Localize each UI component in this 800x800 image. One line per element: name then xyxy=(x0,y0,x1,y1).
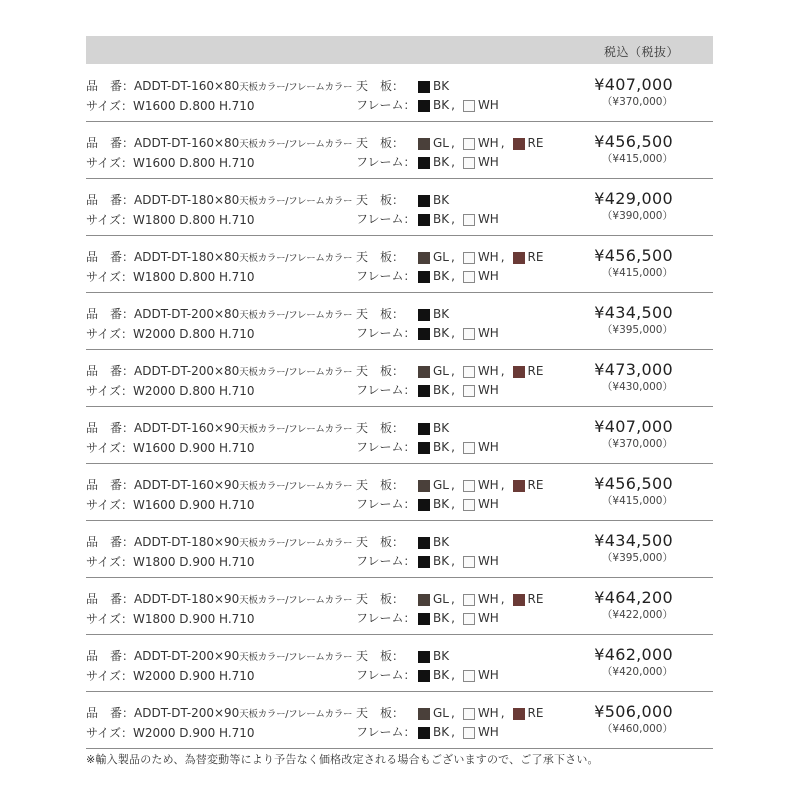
product-info xyxy=(86,362,352,401)
color-swatch-gl xyxy=(418,366,430,378)
color-swatch-bk xyxy=(418,670,430,682)
color-code: WH xyxy=(477,269,499,283)
color-swatch-bk xyxy=(418,195,430,207)
separator: , xyxy=(500,250,505,264)
color-code: WH xyxy=(477,155,499,169)
color-swatch-bk xyxy=(418,651,430,663)
color-swatch-wh xyxy=(463,366,475,378)
tax-label: 税込（税抜） xyxy=(603,45,679,59)
top-label: 天 板： xyxy=(356,421,405,435)
price-cell xyxy=(594,303,673,337)
table-header xyxy=(86,36,713,64)
frame-label: フレーム： xyxy=(356,212,416,226)
table-row xyxy=(86,521,713,578)
size-value: W1600 D.900 H.710 xyxy=(133,441,255,455)
color-options xyxy=(356,476,543,514)
size-label: サイズ： xyxy=(86,726,134,740)
table-row xyxy=(86,236,713,293)
price-cell xyxy=(594,645,673,679)
color-code: WH xyxy=(477,611,499,625)
color-options xyxy=(356,704,543,742)
separator: , xyxy=(500,364,505,378)
top-label: 天 板： xyxy=(356,706,405,720)
product-info xyxy=(86,704,352,743)
price-without-tax: （¥415,000） xyxy=(601,153,673,165)
color-code: BK xyxy=(433,725,450,739)
price-without-tax: （¥370,000） xyxy=(601,96,673,108)
table-row xyxy=(86,122,713,179)
separator: , xyxy=(451,668,455,682)
separator: , xyxy=(451,554,455,568)
color-options xyxy=(356,191,499,229)
model-label: 品 番： xyxy=(86,364,135,378)
price-cell xyxy=(594,417,673,451)
color-options xyxy=(356,248,543,286)
color-code: WH xyxy=(477,706,499,720)
separator: , xyxy=(451,269,455,283)
color-code: WH xyxy=(477,364,499,378)
color-code: BK xyxy=(433,269,450,283)
color-swatch-wh xyxy=(463,708,475,720)
model-number: ADDT-DT-180×80 xyxy=(134,193,240,207)
color-swatch-bk xyxy=(418,157,430,169)
top-label: 天 板： xyxy=(356,193,405,207)
price-without-tax: （¥390,000） xyxy=(601,210,673,222)
color-code: BK xyxy=(433,421,450,435)
color-code: RE xyxy=(527,706,544,720)
separator: , xyxy=(450,250,455,264)
color-code: WH xyxy=(477,212,499,226)
size-value: W1600 D.900 H.710 xyxy=(133,498,255,512)
model-suffix: 天板カラー/フレームカラー xyxy=(239,709,353,720)
color-code: WH xyxy=(477,668,499,682)
product-info xyxy=(86,590,352,629)
color-code: GL xyxy=(433,250,449,264)
color-code: WH xyxy=(477,98,499,112)
color-swatch-re xyxy=(513,252,525,264)
model-number: ADDT-DT-160×80 xyxy=(134,79,240,93)
size-label: サイズ： xyxy=(86,99,134,113)
color-code: WH xyxy=(477,592,499,606)
size-label: サイズ： xyxy=(86,498,134,512)
price-cell xyxy=(594,360,673,394)
separator: , xyxy=(450,478,455,492)
model-suffix: 天板カラー/フレームカラー xyxy=(239,253,353,264)
price-cell xyxy=(594,75,673,109)
footnote: ※輸入製品のため、為替変動等により予告なく価格改定される場合もございますので、ご了承下さい。 xyxy=(86,753,599,766)
color-swatch-re xyxy=(513,594,525,606)
color-swatch-bk xyxy=(418,100,430,112)
top-label: 天 板： xyxy=(356,250,405,264)
separator: , xyxy=(500,136,505,150)
price-cell xyxy=(594,246,673,280)
color-code: WH xyxy=(477,440,499,454)
color-swatch-wh xyxy=(463,328,475,340)
color-code: WH xyxy=(477,554,499,568)
model-number: ADDT-DT-200×80 xyxy=(134,364,240,378)
separator: , xyxy=(451,725,455,739)
top-label: 天 板： xyxy=(356,79,405,93)
price-with-tax: ¥456,500 xyxy=(594,246,673,265)
model-suffix: 天板カラー/フレームカラー xyxy=(239,481,353,492)
product-info xyxy=(86,476,352,515)
price-cell xyxy=(594,132,673,166)
table-row xyxy=(86,293,713,350)
color-code: BK xyxy=(433,554,450,568)
color-options xyxy=(356,419,499,457)
model-label: 品 番： xyxy=(86,592,135,606)
price-without-tax: （¥415,000） xyxy=(601,267,673,279)
color-swatch-re xyxy=(513,366,525,378)
model-number: ADDT-DT-200×90 xyxy=(134,649,240,663)
product-info xyxy=(86,305,352,344)
price-without-tax: （¥430,000） xyxy=(601,381,673,393)
model-number: ADDT-DT-180×80 xyxy=(134,250,240,264)
size-label: サイズ： xyxy=(86,213,134,227)
color-options xyxy=(356,647,499,685)
size-value: W2000 D.800 H.710 xyxy=(133,384,255,398)
frame-label: フレーム： xyxy=(356,554,416,568)
color-swatch-gl xyxy=(418,594,430,606)
color-swatch-re xyxy=(513,708,525,720)
color-options xyxy=(356,305,499,343)
table-row xyxy=(86,65,713,122)
color-code: WH xyxy=(477,478,499,492)
price-with-tax: ¥407,000 xyxy=(594,75,673,94)
model-suffix: 天板カラー/フレームカラー xyxy=(239,538,353,549)
color-swatch-re xyxy=(513,480,525,492)
table-row xyxy=(86,179,713,236)
price-cell xyxy=(594,588,673,622)
color-code: BK xyxy=(433,193,450,207)
color-swatch-wh xyxy=(463,670,475,682)
top-label: 天 板： xyxy=(356,535,405,549)
frame-label: フレーム： xyxy=(356,155,416,169)
model-label: 品 番： xyxy=(86,307,135,321)
color-code: RE xyxy=(527,478,544,492)
product-info xyxy=(86,77,352,116)
separator: , xyxy=(451,155,455,169)
model-label: 品 番： xyxy=(86,250,135,264)
color-code: BK xyxy=(433,668,450,682)
color-swatch-wh xyxy=(463,727,475,739)
table-row xyxy=(86,407,713,464)
separator: , xyxy=(450,136,455,150)
size-label: サイズ： xyxy=(86,441,134,455)
model-label: 品 番： xyxy=(86,136,135,150)
size-value: W2000 D.800 H.710 xyxy=(133,327,255,341)
color-code: WH xyxy=(477,383,499,397)
price-with-tax: ¥434,500 xyxy=(594,531,673,550)
color-swatch-wh xyxy=(463,157,475,169)
model-suffix: 天板カラー/フレームカラー xyxy=(239,310,353,321)
size-label: サイズ： xyxy=(86,612,134,626)
price-with-tax: ¥434,500 xyxy=(594,303,673,322)
color-code: BK xyxy=(433,212,450,226)
color-swatch-bk xyxy=(418,613,430,625)
price-without-tax: （¥460,000） xyxy=(601,723,673,735)
color-swatch-wh xyxy=(463,100,475,112)
model-number: ADDT-DT-200×80 xyxy=(134,307,240,321)
color-swatch-wh xyxy=(463,271,475,283)
color-code: BK xyxy=(433,307,450,321)
color-code: GL xyxy=(433,364,449,378)
table-row xyxy=(86,350,713,407)
color-code: WH xyxy=(477,136,499,150)
frame-label: フレーム： xyxy=(356,440,416,454)
color-code: RE xyxy=(527,250,544,264)
color-code: BK xyxy=(433,535,450,549)
color-code: GL xyxy=(433,478,449,492)
color-code: WH xyxy=(477,497,499,511)
color-code: GL xyxy=(433,136,449,150)
price-with-tax: ¥456,500 xyxy=(594,474,673,493)
color-swatch-wh xyxy=(463,499,475,511)
size-value: W1800 D.800 H.710 xyxy=(133,270,255,284)
separator: , xyxy=(451,611,455,625)
product-info xyxy=(86,134,352,173)
table-row xyxy=(86,692,713,749)
top-label: 天 板： xyxy=(356,364,405,378)
price-with-tax: ¥473,000 xyxy=(594,360,673,379)
price-cell xyxy=(594,702,673,736)
separator: , xyxy=(450,364,455,378)
separator: , xyxy=(451,497,455,511)
size-label: サイズ： xyxy=(86,270,134,284)
color-code: BK xyxy=(433,326,450,340)
color-swatch-bk xyxy=(418,537,430,549)
product-info xyxy=(86,191,352,230)
separator: , xyxy=(451,383,455,397)
table-row xyxy=(86,635,713,692)
model-number: ADDT-DT-180×90 xyxy=(134,592,240,606)
color-swatch-bk xyxy=(418,556,430,568)
color-code: WH xyxy=(477,250,499,264)
color-options xyxy=(356,533,499,571)
separator: , xyxy=(451,440,455,454)
color-swatch-wh xyxy=(463,594,475,606)
color-code: BK xyxy=(433,440,450,454)
frame-label: フレーム： xyxy=(356,497,416,511)
top-label: 天 板： xyxy=(356,478,405,492)
model-number: ADDT-DT-180×90 xyxy=(134,535,240,549)
price-without-tax: （¥420,000） xyxy=(601,666,673,678)
table-row xyxy=(86,578,713,635)
color-code: GL xyxy=(433,592,449,606)
color-swatch-wh xyxy=(463,480,475,492)
model-suffix: 天板カラー/フレームカラー xyxy=(239,652,353,663)
size-value: W1600 D.800 H.710 xyxy=(133,156,255,170)
color-swatch-gl xyxy=(418,708,430,720)
color-code: BK xyxy=(433,155,450,169)
top-label: 天 板： xyxy=(356,649,405,663)
size-label: サイズ： xyxy=(86,669,134,683)
separator: , xyxy=(500,592,505,606)
color-options xyxy=(356,77,499,115)
frame-label: フレーム： xyxy=(356,98,416,112)
separator: , xyxy=(451,212,455,226)
model-label: 品 番： xyxy=(86,649,135,663)
color-swatch-wh xyxy=(463,214,475,226)
price-cell xyxy=(594,189,673,223)
color-code: BK xyxy=(433,649,450,663)
model-suffix: 天板カラー/フレームカラー xyxy=(239,196,353,207)
size-value: W2000 D.900 H.710 xyxy=(133,669,255,683)
price-with-tax: ¥407,000 xyxy=(594,417,673,436)
color-swatch-bk xyxy=(418,81,430,93)
model-suffix: 天板カラー/フレームカラー xyxy=(239,424,353,435)
model-suffix: 天板カラー/フレームカラー xyxy=(239,82,353,93)
color-swatch-gl xyxy=(418,480,430,492)
separator: , xyxy=(450,592,455,606)
color-swatch-gl xyxy=(418,252,430,264)
size-value: W1800 D.800 H.710 xyxy=(133,213,255,227)
color-code: RE xyxy=(527,592,544,606)
frame-label: フレーム： xyxy=(356,668,416,682)
price-cell xyxy=(594,474,673,508)
size-value: W1600 D.800 H.710 xyxy=(133,99,255,113)
color-options xyxy=(356,590,543,628)
separator: , xyxy=(450,706,455,720)
separator: , xyxy=(451,326,455,340)
separator: , xyxy=(500,706,505,720)
top-label: 天 板： xyxy=(356,592,405,606)
color-swatch-bk xyxy=(418,271,430,283)
product-info xyxy=(86,647,352,686)
model-number: ADDT-DT-160×90 xyxy=(134,421,240,435)
frame-label: フレーム： xyxy=(356,611,416,625)
color-code: BK xyxy=(433,383,450,397)
size-value: W1800 D.900 H.710 xyxy=(133,612,255,626)
color-swatch-bk xyxy=(418,423,430,435)
color-code: WH xyxy=(477,725,499,739)
model-suffix: 天板カラー/フレームカラー xyxy=(239,595,353,606)
color-swatch-bk xyxy=(418,214,430,226)
model-number: ADDT-DT-160×90 xyxy=(134,478,240,492)
separator: , xyxy=(500,478,505,492)
model-label: 品 番： xyxy=(86,193,135,207)
model-suffix: 天板カラー/フレームカラー xyxy=(239,139,353,150)
frame-label: フレーム： xyxy=(356,725,416,739)
color-swatch-wh xyxy=(463,138,475,150)
top-label: 天 板： xyxy=(356,136,405,150)
product-info xyxy=(86,419,352,458)
separator: , xyxy=(451,98,455,112)
color-swatch-bk xyxy=(418,727,430,739)
color-swatch-bk xyxy=(418,328,430,340)
color-code: BK xyxy=(433,98,450,112)
product-info xyxy=(86,248,352,287)
model-label: 品 番： xyxy=(86,421,135,435)
frame-label: フレーム： xyxy=(356,383,416,397)
table-row xyxy=(86,464,713,521)
color-swatch-bk xyxy=(418,309,430,321)
price-without-tax: （¥395,000） xyxy=(601,324,673,336)
color-code: RE xyxy=(527,136,544,150)
price-with-tax: ¥456,500 xyxy=(594,132,673,151)
color-swatch-wh xyxy=(463,385,475,397)
model-number: ADDT-DT-160×80 xyxy=(134,136,240,150)
price-without-tax: （¥395,000） xyxy=(601,552,673,564)
color-swatch-bk xyxy=(418,499,430,511)
model-label: 品 番： xyxy=(86,706,135,720)
price-with-tax: ¥462,000 xyxy=(594,645,673,664)
price-without-tax: （¥415,000） xyxy=(601,495,673,507)
size-label: サイズ： xyxy=(86,327,134,341)
price-table xyxy=(86,65,713,749)
size-value: W2000 D.900 H.710 xyxy=(133,726,255,740)
size-label: サイズ： xyxy=(86,384,134,398)
price-with-tax: ¥429,000 xyxy=(594,189,673,208)
color-options xyxy=(356,134,543,172)
color-swatch-gl xyxy=(418,138,430,150)
color-swatch-wh xyxy=(463,252,475,264)
price-without-tax: （¥370,000） xyxy=(601,438,673,450)
price-with-tax: ¥506,000 xyxy=(594,702,673,721)
color-code: WH xyxy=(477,326,499,340)
model-suffix: 天板カラー/フレームカラー xyxy=(239,367,353,378)
color-options xyxy=(356,362,543,400)
color-code: BK xyxy=(433,497,450,511)
color-code: BK xyxy=(433,79,450,93)
size-value: W1800 D.900 H.710 xyxy=(133,555,255,569)
color-swatch-wh xyxy=(463,556,475,568)
color-swatch-wh xyxy=(463,442,475,454)
color-code: RE xyxy=(527,364,544,378)
model-label: 品 番： xyxy=(86,535,135,549)
price-cell xyxy=(594,531,673,565)
size-label: サイズ： xyxy=(86,555,134,569)
color-swatch-re xyxy=(513,138,525,150)
color-swatch-bk xyxy=(418,385,430,397)
size-label: サイズ： xyxy=(86,156,134,170)
price-without-tax: （¥422,000） xyxy=(601,609,673,621)
top-label: 天 板： xyxy=(356,307,405,321)
color-code: BK xyxy=(433,611,450,625)
color-swatch-wh xyxy=(463,613,475,625)
product-info xyxy=(86,533,352,572)
color-swatch-bk xyxy=(418,442,430,454)
frame-label: フレーム： xyxy=(356,269,416,283)
color-code: GL xyxy=(433,706,449,720)
price-with-tax: ¥464,200 xyxy=(594,588,673,607)
model-label: 品 番： xyxy=(86,478,135,492)
model-label: 品 番： xyxy=(86,79,135,93)
model-number: ADDT-DT-200×90 xyxy=(134,706,240,720)
frame-label: フレーム： xyxy=(356,326,416,340)
